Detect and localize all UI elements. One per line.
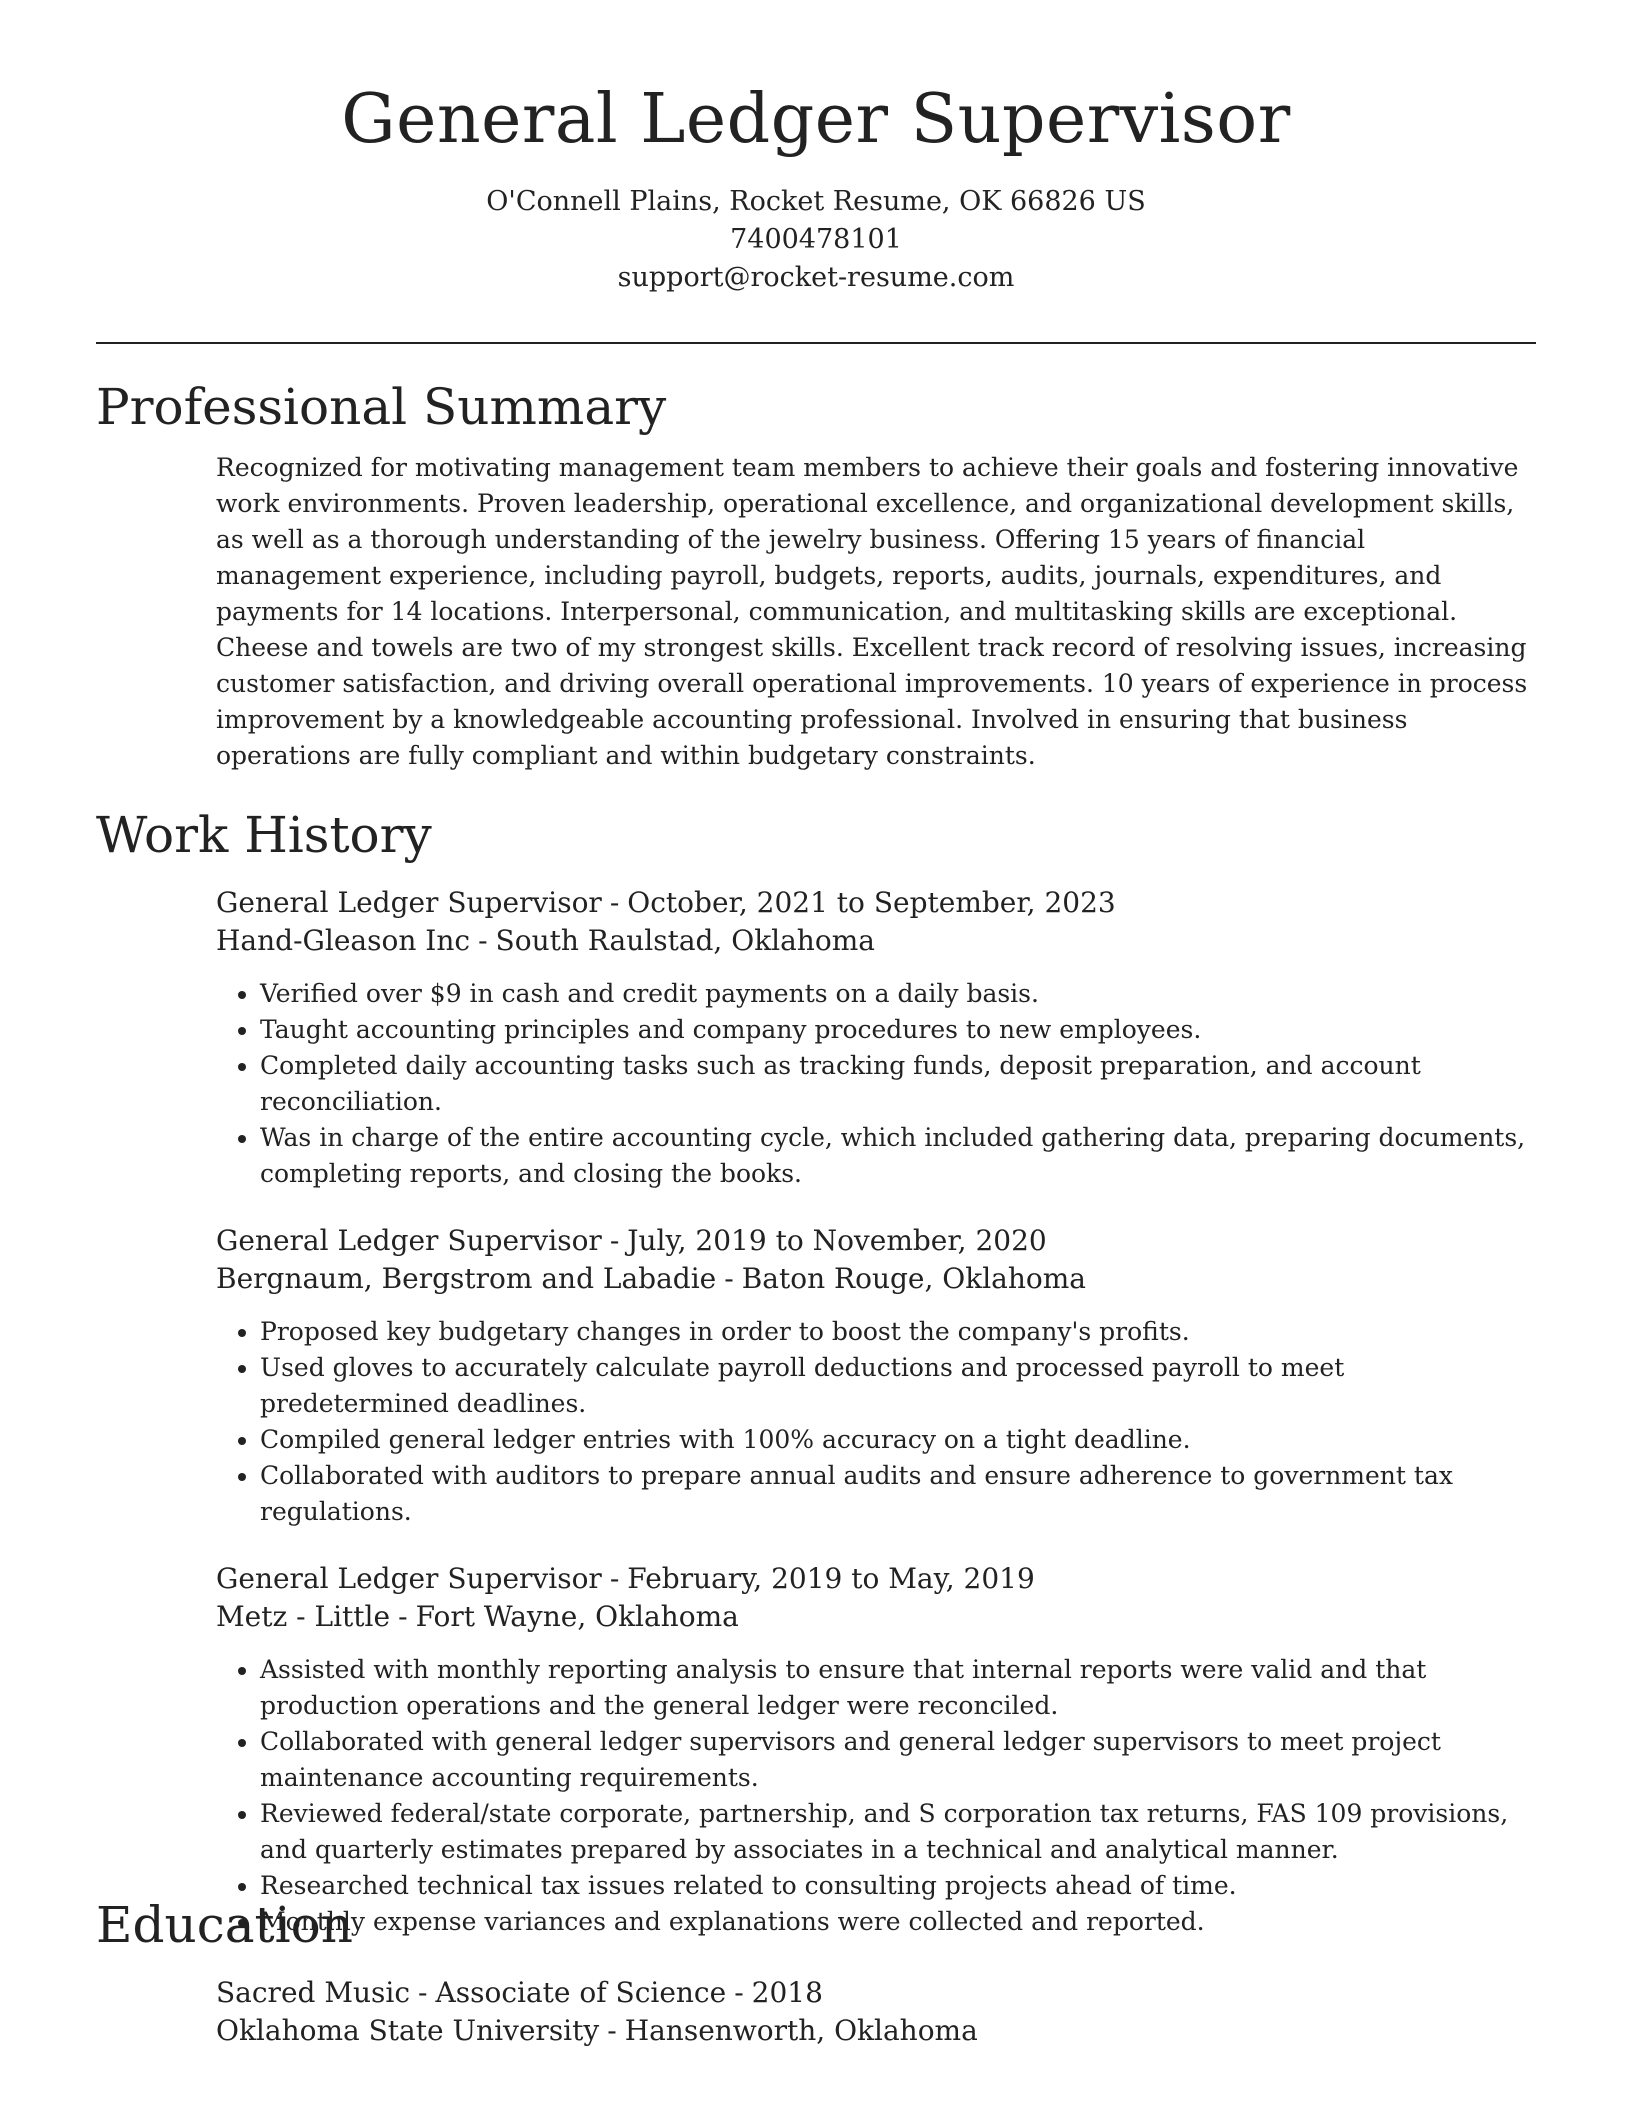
address: O'Connell Plains, Rocket Resume, OK 66826 US bbox=[486, 186, 1146, 217]
work-history-section bbox=[96, 806, 1536, 1940]
resume-header bbox=[0, 0, 1632, 297]
job-bullets bbox=[216, 976, 1536, 1192]
education-title: Education bbox=[96, 1896, 353, 1954]
summary-title: Professional Summary bbox=[96, 378, 667, 436]
education-school-line: Oklahoma State University - Hansenworth, Oklahoma bbox=[216, 2014, 978, 2047]
list-item: • Compiled general ledger entries with 100% accuracy on a tight deadline. bbox=[260, 1422, 1536, 1458]
job-company-line: Hand-Gleason Inc - South Raulstad, Oklahoma bbox=[216, 924, 875, 957]
job-title-line: General Ledger Supervisor - February, 2019 to May, 2019 bbox=[216, 1562, 1035, 1595]
job-dates: October, 2021 to September, 2023 bbox=[627, 886, 1116, 919]
job-bullets bbox=[216, 1314, 1536, 1530]
job-role: General Ledger Supervisor bbox=[216, 1562, 602, 1595]
work-history-title: Work History bbox=[96, 806, 432, 864]
email-address: support@rocket-resume.com bbox=[617, 262, 1015, 293]
job-company: Bergnaum, Bergstrom and Labadie bbox=[216, 1262, 717, 1295]
list-item: • Reviewed federal/state corporate, partnership, and S corporation tax returns, FAS 109 provisions, and quarterly estimates prepared by associates in a technical and analytical manner. bbox=[260, 1796, 1536, 1868]
job-company-line: Bergnaum, Bergstrom and Labadie - Baton Rouge, Oklahoma bbox=[216, 1262, 1087, 1295]
job-location: Baton Rouge, Oklahoma bbox=[741, 1262, 1087, 1295]
contact-info bbox=[0, 183, 1632, 297]
education-year: 2018 bbox=[751, 1976, 823, 2009]
list-item: • Completed daily accounting tasks such as tracking funds, deposit preparation, and account reconciliation. bbox=[260, 1048, 1536, 1120]
job-location: South Raulstad, Oklahoma bbox=[495, 924, 875, 957]
list-item: • Was in charge of the entire accounting cycle, which included gathering data, preparing documents, completing reports, and closing the books. bbox=[260, 1120, 1536, 1192]
job-role: General Ledger Supervisor bbox=[216, 886, 602, 919]
education-school: Oklahoma State University bbox=[216, 2014, 600, 2047]
job-entry bbox=[216, 1560, 1536, 1940]
job-title-line: General Ledger Supervisor - October, 2021 to September, 2023 bbox=[216, 886, 1116, 919]
job-company-line: Metz - Little - Fort Wayne, Oklahoma bbox=[216, 1600, 739, 1633]
list-item: • Collaborated with auditors to prepare annual audits and ensure adherence to government tax regulations. bbox=[260, 1458, 1536, 1530]
job-title-line: General Ledger Supervisor - July, 2019 to November, 2020 bbox=[216, 1224, 1047, 1257]
list-item: • Verified over $9 in cash and credit payments on a daily basis. bbox=[260, 976, 1536, 1012]
list-item: • Monthly expense variances and explanations were collected and reported. bbox=[260, 1904, 1536, 1940]
education-section bbox=[96, 1896, 1536, 2050]
education-degree: Associate of Science bbox=[435, 1976, 727, 2009]
list-item: • Assisted with monthly reporting analysis to ensure that internal reports were valid and that production operations and the general ledger were reconciled. bbox=[260, 1652, 1536, 1724]
summary-section bbox=[96, 378, 1536, 774]
job-role: General Ledger Supervisor bbox=[216, 1224, 602, 1257]
job-company: Metz - Little bbox=[216, 1600, 391, 1633]
list-item: • Taught accounting principles and company procedures to new employees. bbox=[260, 1012, 1536, 1048]
job-dates: February, 2019 to May, 2019 bbox=[627, 1562, 1035, 1595]
education-location: Hansenworth, Oklahoma bbox=[624, 2014, 978, 2047]
job-entry bbox=[216, 1222, 1536, 1530]
job-location: Fort Wayne, Oklahoma bbox=[415, 1600, 739, 1633]
list-item: • Proposed key budgetary changes in order to boost the company's profits. bbox=[260, 1314, 1536, 1350]
candidate-name: General Ledger Supervisor bbox=[341, 80, 1291, 159]
job-company: Hand-Gleason Inc bbox=[216, 924, 471, 957]
list-item: • Collaborated with general ledger supervisors and general ledger supervisors to meet project maintenance accounting requirements. bbox=[260, 1724, 1536, 1796]
header-divider bbox=[96, 342, 1536, 344]
list-item: • Researched technical tax issues related to consulting projects ahead of time. bbox=[260, 1868, 1536, 1904]
summary-text: Recognized for motivating management team members to achieve their goals and fostering innovative work environments. Proven leadership, operational excellence, and organizational development skills, as well as a thorough understanding of the jewelry business. Offering 15 years of financial management experience, including payroll, budgets, reports, audits, journals, expenditures, and payments for 14 locations. Interpersonal, communication, and multitasking skills are exceptional. Cheese and towels are two of my strongest skills. Excellent track record of resolving issues, increasing customer satisfaction, and driving overall operational improvements. 10 years of experience in process improvement by a knowledgeable accounting professional. Involved in ensuring that business operations are fully compliant and within budgetary constraints. bbox=[216, 453, 1528, 770]
education-degree-line: Sacred Music - Associate of Science - 2018 bbox=[216, 1976, 823, 2009]
education-field: Sacred Music bbox=[216, 1976, 411, 2009]
education-entry bbox=[216, 1974, 1536, 2050]
job-dates: July, 2019 to November, 2020 bbox=[627, 1224, 1047, 1257]
list-item: • Used gloves to accurately calculate payroll deductions and processed payroll to meet predetermined deadlines. bbox=[260, 1350, 1536, 1422]
job-entry bbox=[216, 884, 1536, 1192]
phone-number: 7400478101 bbox=[730, 224, 902, 255]
